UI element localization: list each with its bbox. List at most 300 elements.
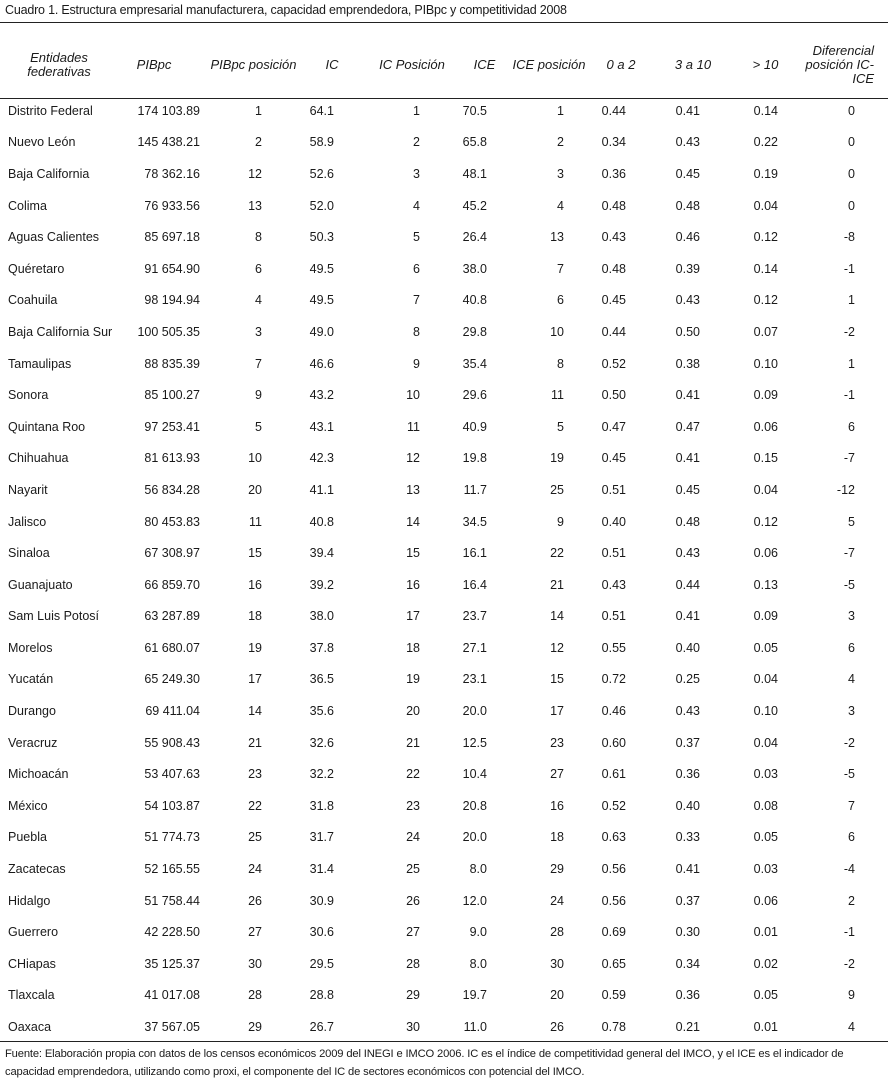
value-cell: 0.45: [675, 482, 700, 497]
value-cell: 10: [248, 451, 262, 466]
value-cell: -1: [843, 261, 855, 276]
value-cell: 20: [406, 704, 420, 719]
value-cell: 2: [848, 893, 855, 908]
table-row: [0, 1011, 888, 1043]
value-cell: 13: [550, 230, 564, 245]
table-row: [0, 316, 888, 348]
value-cell: 0.41: [675, 103, 700, 118]
value-cell: 0.12: [753, 230, 778, 245]
value-cell: 21: [406, 735, 420, 750]
value-cell: 0.06: [753, 546, 778, 561]
value-cell: 0.56: [601, 862, 626, 877]
value-cell: 0.48: [601, 261, 626, 276]
value-cell: 0.09: [753, 388, 778, 403]
table-row: [0, 285, 888, 317]
value-cell: 0.02: [753, 956, 778, 971]
value-cell: 0.03: [753, 862, 778, 877]
value-cell: 0.01: [753, 925, 778, 940]
value-cell: 0.52: [601, 798, 626, 813]
value-cell: -5: [843, 577, 855, 592]
entity-name-cell: Hidalgo: [8, 893, 51, 908]
table-row: [0, 443, 888, 475]
value-cell: 40.8: [309, 514, 334, 529]
value-cell: 36.5: [309, 672, 334, 687]
value-cell: 11: [407, 419, 420, 434]
value-cell: 7: [413, 293, 420, 308]
table-row: [0, 853, 888, 885]
value-cell: 0.43: [675, 546, 700, 561]
entity-name-cell: Sinaloa: [8, 546, 50, 561]
value-cell: 0.44: [601, 324, 626, 339]
value-cell: 0.43: [675, 293, 700, 308]
value-cell: 0.51: [601, 482, 626, 497]
value-cell: 4: [557, 198, 564, 213]
value-cell: 0.19: [753, 166, 778, 181]
value-cell: 0.47: [675, 419, 700, 434]
value-cell: 51 758.44: [144, 893, 200, 908]
value-cell: 7: [255, 356, 262, 371]
value-cell: 0.04: [753, 672, 778, 687]
value-cell: 0.72: [601, 672, 626, 687]
value-cell: 41.1: [309, 482, 334, 497]
value-cell: 4: [413, 198, 420, 213]
value-cell: 58.9: [309, 135, 334, 150]
entity-name-cell: Guerrero: [8, 925, 59, 940]
value-cell: 5: [413, 230, 420, 245]
table-row: [0, 569, 888, 601]
value-cell: 0.07: [753, 324, 778, 339]
entity-name-cell: México: [8, 798, 48, 813]
value-cell: 23: [248, 767, 262, 782]
header-row: [0, 34, 888, 95]
entity-name-cell: Tamaulipas: [8, 356, 72, 371]
value-cell: 100 505.35: [137, 324, 200, 339]
data-table: [0, 34, 888, 1043]
column-header: IC Posición: [379, 56, 445, 72]
value-cell: 15: [550, 672, 564, 687]
value-cell: 7: [557, 261, 564, 276]
table-body: [0, 95, 888, 1043]
value-cell: 0.01: [753, 1020, 778, 1035]
value-cell: 0.44: [675, 577, 700, 592]
value-cell: 15: [248, 546, 262, 561]
value-cell: 0.61: [601, 767, 626, 782]
value-cell: 19: [406, 672, 420, 687]
value-cell: 37.8: [309, 640, 334, 655]
table-row: [0, 253, 888, 285]
value-cell: 13: [248, 198, 262, 213]
value-cell: 9: [413, 356, 420, 371]
value-cell: 0.41: [675, 609, 700, 624]
value-cell: 32.6: [309, 735, 334, 750]
value-cell: 0.48: [601, 198, 626, 213]
value-cell: 0.06: [753, 419, 778, 434]
value-cell: 24: [406, 830, 420, 845]
entity-name-cell: Chihuahua: [8, 451, 69, 466]
value-cell: 69 411.04: [145, 704, 200, 719]
value-cell: 8.0: [469, 862, 487, 877]
value-cell: 1: [848, 293, 855, 308]
table-row: [0, 727, 888, 759]
value-cell: 14: [550, 609, 564, 624]
value-cell: 0.40: [675, 798, 700, 813]
value-cell: 0.65: [601, 956, 626, 971]
value-cell: 1: [413, 103, 420, 118]
value-cell: 0.39: [675, 261, 700, 276]
value-cell: 12: [248, 166, 262, 181]
column-header: Diferencial posición IC-ICE: [805, 42, 874, 86]
value-cell: 19.8: [462, 451, 487, 466]
value-cell: 10: [406, 388, 420, 403]
value-cell: 12: [550, 640, 564, 655]
value-cell: 0.43: [675, 135, 700, 150]
value-cell: 20: [550, 988, 564, 1003]
value-cell: 10.4: [462, 767, 487, 782]
value-cell: 5: [255, 419, 262, 434]
value-cell: 10: [550, 324, 564, 339]
value-cell: 24: [248, 862, 262, 877]
value-cell: 30.6: [309, 925, 334, 940]
value-cell: 18: [248, 609, 262, 624]
entity-name-cell: Distrito Federal: [8, 103, 93, 118]
entity-name-cell: Oaxaca: [8, 1020, 52, 1035]
value-cell: 26: [406, 893, 420, 908]
value-cell: -8: [843, 230, 855, 245]
value-cell: 3: [848, 609, 855, 624]
value-cell: 28: [248, 988, 262, 1003]
value-cell: 8: [413, 324, 420, 339]
value-cell: 0.69: [601, 925, 626, 940]
value-cell: 1: [557, 103, 564, 118]
value-cell: 3: [557, 166, 564, 181]
table-row: [0, 916, 888, 948]
value-cell: 24: [550, 893, 564, 908]
value-cell: 27: [406, 925, 420, 940]
value-cell: 11.7: [463, 482, 487, 497]
value-cell: 29: [406, 988, 420, 1003]
value-cell: 0.50: [601, 388, 626, 403]
value-cell: 76 933.56: [144, 198, 200, 213]
value-cell: 0.08: [753, 798, 778, 813]
table-row: [0, 506, 888, 538]
value-cell: 88 835.39: [144, 356, 200, 371]
value-cell: 43.2: [309, 388, 334, 403]
value-cell: 0.37: [675, 893, 700, 908]
value-cell: 0.41: [675, 451, 700, 466]
value-cell: 85 697.18: [144, 230, 200, 245]
entity-name-cell: Morelos: [8, 640, 53, 655]
value-cell: 0.05: [753, 830, 778, 845]
value-cell: 97 253.41: [144, 419, 200, 434]
entity-name-cell: Jalisco: [8, 514, 47, 529]
value-cell: 7: [848, 798, 855, 813]
value-cell: 19.7: [462, 988, 487, 1003]
entity-name-cell: Tlaxcala: [8, 988, 55, 1003]
value-cell: 26: [248, 893, 262, 908]
table-row: [0, 758, 888, 790]
value-cell: 20.0: [462, 830, 487, 845]
value-cell: 48.1: [462, 166, 487, 181]
value-cell: 51 774.73: [144, 830, 200, 845]
value-cell: 52.6: [309, 166, 334, 181]
value-cell: -4: [843, 862, 855, 877]
table-row: [0, 822, 888, 854]
column-header: ICE posición: [512, 56, 586, 72]
entity-name-cell: Baja California Sur: [8, 324, 113, 339]
value-cell: 14: [406, 514, 420, 529]
value-cell: 81 613.93: [144, 451, 200, 466]
value-cell: 29.6: [462, 388, 487, 403]
value-cell: 0: [848, 198, 855, 213]
value-cell: 0.43: [675, 704, 700, 719]
value-cell: 9: [557, 514, 564, 529]
value-cell: 0.36: [601, 166, 626, 181]
value-cell: 20: [248, 482, 262, 497]
value-cell: 50.3: [309, 230, 334, 245]
value-cell: 27.1: [462, 640, 487, 655]
entity-name-cell: Nuevo León: [8, 135, 76, 150]
value-cell: 0.05: [753, 640, 778, 655]
value-cell: 63 287.89: [144, 609, 200, 624]
value-cell: 6: [413, 261, 420, 276]
value-cell: 54 103.87: [144, 798, 200, 813]
value-cell: 23.7: [462, 609, 487, 624]
value-cell: 31.8: [309, 798, 334, 813]
entity-name-cell: Quéretaro: [8, 261, 65, 276]
value-cell: 0.37: [675, 735, 700, 750]
value-cell: 6: [848, 640, 855, 655]
value-cell: 85 100.27: [144, 388, 200, 403]
value-cell: 55 908.43: [144, 735, 200, 750]
value-cell: 0.09: [753, 609, 778, 624]
value-cell: 30: [406, 1020, 420, 1035]
value-cell: 0.47: [601, 419, 626, 434]
table-row: [0, 664, 888, 696]
value-cell: 0.45: [675, 166, 700, 181]
entity-name-cell: Yucatán: [8, 672, 54, 687]
table-row: [0, 127, 888, 159]
value-cell: 49.5: [309, 293, 334, 308]
value-cell: 26.4: [462, 230, 487, 245]
value-cell: 0.14: [753, 261, 778, 276]
value-cell: 11: [249, 514, 262, 529]
value-cell: 98 194.94: [144, 293, 200, 308]
value-cell: -2: [843, 956, 855, 971]
value-cell: 37 567.05: [144, 1020, 200, 1035]
value-cell: 6: [848, 419, 855, 434]
value-cell: 12: [406, 451, 420, 466]
value-cell: 38.0: [309, 609, 334, 624]
value-cell: 0.43: [601, 230, 626, 245]
table-row: [0, 601, 888, 633]
value-cell: 0.34: [601, 135, 626, 150]
value-cell: 0.12: [753, 514, 778, 529]
value-cell: 0.10: [753, 704, 778, 719]
value-cell: 0.38: [675, 356, 700, 371]
value-cell: 43.1: [309, 419, 334, 434]
value-cell: 174 103.89: [137, 103, 200, 118]
value-cell: 6: [848, 830, 855, 845]
value-cell: 18: [550, 830, 564, 845]
value-cell: 2: [255, 135, 262, 150]
column-header: Entidades federativas: [27, 49, 91, 79]
value-cell: 41 017.08: [144, 988, 200, 1003]
value-cell: 26: [550, 1020, 564, 1035]
column-header: 3 a 10: [674, 56, 712, 72]
value-cell: 8.0: [469, 956, 487, 971]
value-cell: 22: [550, 546, 564, 561]
value-cell: 23: [550, 735, 564, 750]
value-cell: -1: [843, 388, 855, 403]
value-cell: 9: [255, 388, 262, 403]
value-cell: 0.04: [753, 735, 778, 750]
value-cell: 0.48: [675, 198, 700, 213]
value-cell: 0: [848, 135, 855, 150]
value-cell: 3: [255, 324, 262, 339]
value-cell: 78 362.16: [144, 166, 200, 181]
value-cell: 14: [248, 704, 262, 719]
value-cell: 145 438.21: [137, 135, 200, 150]
entity-name-cell: Guanajuato: [8, 577, 73, 592]
value-cell: 15: [406, 546, 420, 561]
column-header: IC: [325, 56, 339, 72]
value-cell: 28: [550, 925, 564, 940]
value-cell: 0.41: [675, 862, 700, 877]
value-cell: 16: [248, 577, 262, 592]
value-cell: 0.44: [601, 103, 626, 118]
value-cell: -2: [843, 324, 855, 339]
table-row: [0, 379, 888, 411]
value-cell: 0.46: [675, 230, 700, 245]
entity-name-cell: CHiapas: [8, 956, 56, 971]
value-cell: 0.04: [753, 482, 778, 497]
value-cell: 1: [255, 103, 262, 118]
value-cell: 8: [557, 356, 564, 371]
value-cell: 0.60: [601, 735, 626, 750]
value-cell: 0.15: [753, 451, 778, 466]
value-cell: 64.1: [309, 103, 334, 118]
value-cell: 12.0: [462, 893, 487, 908]
value-cell: 29.5: [309, 956, 334, 971]
entity-name-cell: Quintana Roo: [8, 419, 86, 434]
value-cell: 30: [248, 956, 262, 971]
value-cell: 0.36: [675, 767, 700, 782]
value-cell: 49.0: [309, 324, 334, 339]
value-cell: 0.51: [601, 546, 626, 561]
value-cell: -7: [843, 546, 855, 561]
value-cell: 0.41: [675, 388, 700, 403]
table-row: [0, 474, 888, 506]
value-cell: 0.45: [601, 451, 626, 466]
value-cell: 9: [848, 988, 855, 1003]
entity-name-cell: Michoacán: [8, 767, 69, 782]
column-header: 0 a 2: [606, 56, 636, 72]
value-cell: 16: [406, 577, 420, 592]
value-cell: 35.4: [462, 356, 487, 371]
value-cell: 2: [557, 135, 564, 150]
value-cell: 80 453.83: [144, 514, 200, 529]
entity-name-cell: Sonora: [8, 388, 49, 403]
value-cell: 3: [848, 704, 855, 719]
value-cell: 25: [550, 482, 564, 497]
value-cell: 0.06: [753, 893, 778, 908]
value-cell: 35 125.37: [144, 956, 200, 971]
value-cell: 0.51: [601, 609, 626, 624]
value-cell: 31.4: [309, 862, 334, 877]
value-cell: 0.52: [601, 356, 626, 371]
value-cell: 42 228.50: [144, 925, 200, 940]
value-cell: 0.30: [675, 925, 700, 940]
value-cell: 3: [413, 166, 420, 181]
value-cell: 0.56: [601, 893, 626, 908]
entity-name-cell: Colima: [8, 198, 47, 213]
table-row: [0, 348, 888, 380]
value-cell: 20.0: [462, 704, 487, 719]
value-cell: 11.0: [463, 1020, 487, 1035]
value-cell: 91 654.90: [144, 261, 200, 276]
value-cell: 52 165.55: [144, 862, 200, 877]
entity-name-cell: Sam Luis Potosí: [8, 609, 100, 624]
source-footnote: Fuente: Elaboración propia con datos de los censos económicos 2009 del INEGI e IMCO 2006. IC es el índice de competitividad general del IMCO, y el ICE es el indicador de capacidad emprendedora, utilizando como proxi, el componente del IC de sectores económicos con potencial del IMCO.: [5, 1048, 844, 1078]
value-cell: 61 680.07: [144, 640, 200, 655]
value-cell: 0.40: [675, 640, 700, 655]
value-cell: 22: [248, 798, 262, 813]
value-cell: 0.33: [675, 830, 700, 845]
value-cell: 11: [551, 388, 564, 403]
value-cell: 12.5: [462, 735, 487, 750]
value-cell: 52.0: [309, 198, 334, 213]
value-cell: 0.36: [675, 988, 700, 1003]
value-cell: 0.43: [601, 577, 626, 592]
value-cell: 0.78: [601, 1020, 626, 1035]
value-cell: 22: [406, 767, 420, 782]
value-cell: 4: [255, 293, 262, 308]
value-cell: 19: [550, 451, 564, 466]
value-cell: 0.12: [753, 293, 778, 308]
table-row: [0, 790, 888, 822]
entity-name-cell: Nayarit: [8, 482, 48, 497]
value-cell: 0.59: [601, 988, 626, 1003]
value-cell: 0.04: [753, 198, 778, 213]
value-cell: -1: [843, 925, 855, 940]
value-cell: 39.4: [309, 546, 334, 561]
value-cell: 0.21: [675, 1020, 700, 1035]
top-rule: [0, 22, 888, 23]
value-cell: 18: [406, 640, 420, 655]
value-cell: 0.25: [675, 672, 700, 687]
value-cell: 17: [248, 672, 262, 687]
value-cell: 6: [255, 261, 262, 276]
value-cell: 70.5: [462, 103, 487, 118]
value-cell: -12: [836, 482, 855, 497]
value-cell: 26.7: [309, 1020, 334, 1035]
value-cell: 0.45: [601, 293, 626, 308]
entity-name-cell: Coahuila: [8, 293, 58, 308]
value-cell: 67 308.97: [144, 546, 200, 561]
value-cell: 29.8: [462, 324, 487, 339]
value-cell: 0.34: [675, 956, 700, 971]
value-cell: 21: [248, 735, 262, 750]
column-header: ICE: [473, 56, 496, 72]
value-cell: 25: [248, 830, 262, 845]
value-cell: 30: [550, 956, 564, 971]
value-cell: 65.8: [462, 135, 487, 150]
value-cell: 8: [255, 230, 262, 245]
table-row: [0, 885, 888, 917]
table-row: [0, 980, 888, 1012]
value-cell: 65 249.30: [144, 672, 200, 687]
entity-name-cell: Durango: [8, 704, 56, 719]
